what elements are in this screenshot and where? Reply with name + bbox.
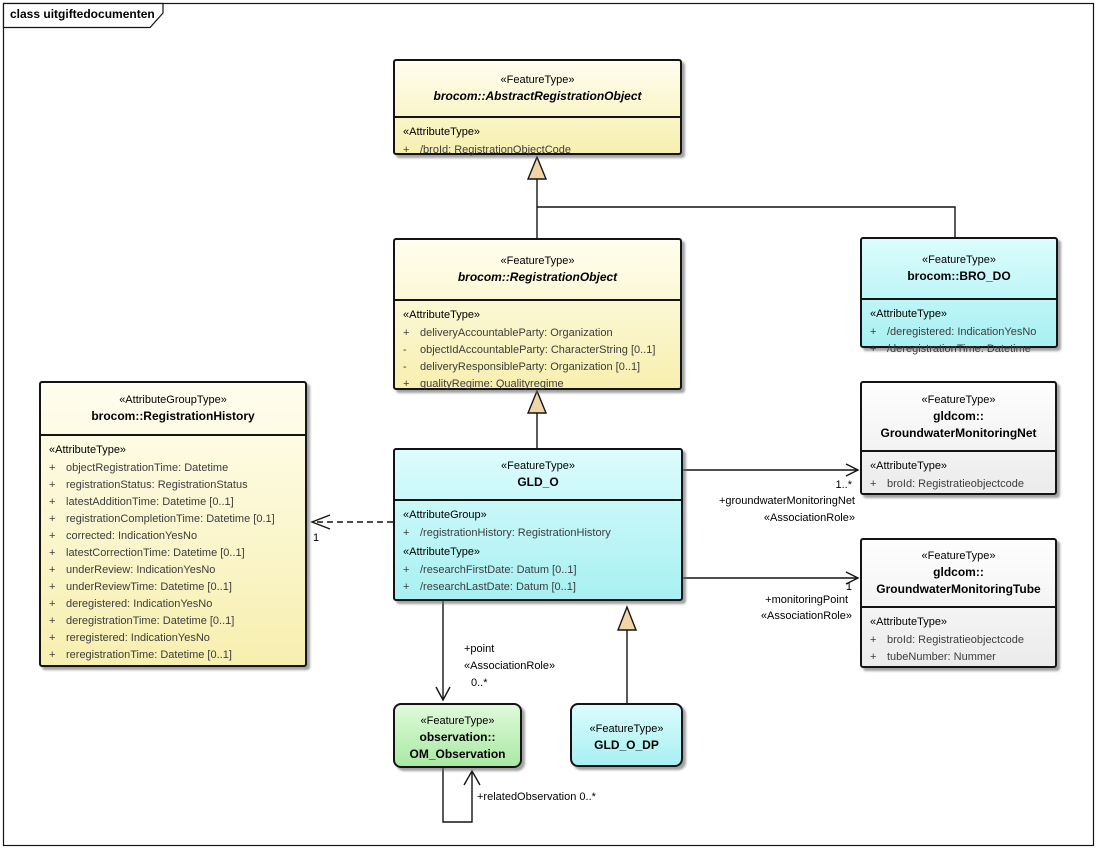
attribute-text: deliveryAccountableParty: Organization bbox=[420, 327, 613, 339]
visibility-marker: + bbox=[870, 343, 877, 355]
attribute-text: latestCorrectionTime: Datetime [0..1] bbox=[66, 547, 245, 559]
attribute-text: /deregistered: IndicationYesNo bbox=[887, 326, 1037, 338]
class-stereotype: «FeatureType» bbox=[500, 255, 575, 267]
class-header bbox=[862, 239, 1056, 298]
attribute-text: /deregistrationTime: Datetime bbox=[887, 343, 1031, 355]
attribute-group-heading: «AttributeType» bbox=[870, 308, 948, 320]
class-name: OM_Observation bbox=[409, 746, 506, 761]
attribute-row[interactable] bbox=[403, 525, 677, 542]
class-gld-o[interactable] bbox=[393, 448, 683, 601]
generalization-brodo-to-abstractregistrationobject[interactable] bbox=[537, 207, 955, 237]
edge-label-tube-multiplicity: 1 bbox=[845, 581, 852, 593]
visibility-marker: + bbox=[49, 462, 56, 474]
attribute-row[interactable] bbox=[870, 324, 1052, 341]
attributes-compartment bbox=[395, 116, 680, 161]
class-stereotype: «FeatureType» bbox=[500, 74, 575, 86]
class-name: brocom::BRO_DO bbox=[907, 269, 1011, 283]
generalization-gldodp-to-gldo[interactable] bbox=[618, 607, 636, 703]
association-omobservation-self-relatedobservation[interactable] bbox=[443, 768, 480, 822]
association-gldo-to-omobservation-point[interactable] bbox=[436, 601, 450, 700]
class-header bbox=[572, 705, 681, 769]
attribute-text: registrationStatus: RegistrationStatus bbox=[66, 479, 248, 491]
edge-label-point-multiplicity: 0..* bbox=[471, 677, 488, 689]
class-stereotype: «FeatureType» bbox=[589, 722, 664, 735]
attribute-text: /researchLastDate: Datum [0..1] bbox=[420, 581, 576, 593]
attribute-row[interactable] bbox=[870, 632, 1051, 649]
class-abstract-registration-object[interactable] bbox=[393, 59, 682, 155]
visibility-marker: + bbox=[870, 634, 877, 646]
class-header bbox=[395, 450, 681, 499]
attribute-text: underReviewTime: Datetime [0..1] bbox=[66, 581, 232, 593]
class-name: brocom::RegistrationHistory bbox=[91, 409, 255, 423]
generalization-registrationobject-to-abstractregistrationobject[interactable] bbox=[528, 157, 546, 238]
visibility-marker: + bbox=[403, 527, 410, 539]
visibility-marker: + bbox=[49, 649, 56, 661]
attribute-text: deregistrationTime: Datetime [0..1] bbox=[66, 615, 235, 627]
visibility-marker: - bbox=[403, 344, 407, 356]
class-header bbox=[395, 240, 680, 299]
attribute-row[interactable] bbox=[403, 359, 676, 376]
attributes-compartment bbox=[395, 299, 680, 395]
class-name: GroundwaterMonitoringTube bbox=[876, 582, 1041, 596]
attribute-row[interactable] bbox=[870, 649, 1051, 666]
attribute-group-heading: «AttributeType» bbox=[870, 460, 948, 472]
attribute-row[interactable] bbox=[870, 476, 1051, 493]
attribute-text: corrected: IndicationYesNo bbox=[66, 530, 198, 542]
attribute-row[interactable] bbox=[870, 341, 1052, 358]
generalization-gldo-to-registrationobject[interactable] bbox=[528, 391, 546, 448]
visibility-marker: + bbox=[49, 530, 56, 542]
attribute-row[interactable] bbox=[49, 477, 301, 494]
visibility-marker: + bbox=[49, 615, 56, 627]
class-header bbox=[395, 61, 680, 116]
class-stereotype: «FeatureType» bbox=[501, 460, 575, 472]
association-gldo-to-registrationhistory-dashed[interactable] bbox=[312, 515, 393, 529]
attribute-row[interactable] bbox=[403, 376, 676, 393]
class-name: GLD_O_DP bbox=[594, 737, 659, 752]
attribute-group-heading: «AttributeType» bbox=[49, 444, 127, 456]
class-name: GLD_O bbox=[517, 475, 559, 489]
class-stereotype: «FeatureType» bbox=[420, 714, 495, 727]
attribute-text: reregistrationTime: Datetime [0..1] bbox=[66, 649, 232, 661]
class-name: gldcom:: bbox=[933, 408, 984, 423]
attribute-row[interactable] bbox=[49, 579, 301, 596]
attribute-row[interactable] bbox=[49, 562, 301, 579]
attribute-row[interactable] bbox=[403, 325, 676, 342]
attribute-group-heading: «AttributeType» bbox=[403, 126, 481, 138]
visibility-marker: + bbox=[870, 326, 877, 338]
visibility-marker: - bbox=[403, 361, 407, 373]
association-gldo-to-groundwatermonitoringtube[interactable] bbox=[683, 572, 858, 584]
class-header bbox=[862, 383, 1055, 450]
attribute-row[interactable] bbox=[49, 528, 301, 545]
generalization-triangle bbox=[618, 607, 636, 630]
attribute-row[interactable] bbox=[403, 579, 677, 596]
visibility-marker: + bbox=[49, 581, 56, 593]
attribute-text: registrationCompletionTime: Datetime [0.1] bbox=[66, 513, 275, 525]
attribute-text: deregistered: IndicationYesNo bbox=[66, 598, 213, 610]
edge-label-net-stereotype: «AssociationRole» bbox=[763, 512, 855, 524]
class-stereotype: «FeatureType» bbox=[921, 550, 996, 562]
edge-label-related-observation-label: +relatedObservation 0..* bbox=[477, 791, 596, 803]
attribute-row[interactable] bbox=[403, 342, 676, 359]
class-name: brocom::RegistrationObject bbox=[457, 270, 618, 284]
attributes-compartment bbox=[862, 606, 1055, 668]
class-groundwater-monitoring-tube[interactable] bbox=[860, 538, 1057, 668]
visibility-marker: + bbox=[49, 598, 56, 610]
class-gld-o-dp[interactable] bbox=[570, 703, 683, 767]
attribute-group-heading: «AttributeType» bbox=[403, 309, 481, 321]
association-gldo-to-groundwatermonitoringnet[interactable] bbox=[683, 464, 858, 476]
attribute-row[interactable] bbox=[49, 460, 301, 477]
attribute-group-heading: «AttributeGroup» bbox=[403, 509, 487, 521]
visibility-marker: + bbox=[403, 144, 410, 156]
attribute-row[interactable] bbox=[49, 647, 301, 664]
attribute-text: underReview: IndicationYesNo bbox=[66, 564, 216, 576]
class-stereotype: «FeatureType» bbox=[921, 393, 996, 406]
class-name: observation:: bbox=[419, 729, 496, 744]
attribute-row[interactable] bbox=[49, 613, 301, 630]
class-stereotype: «FeatureType» bbox=[922, 254, 996, 266]
attribute-text: broId: Registratieobjectcode bbox=[887, 634, 1024, 646]
visibility-marker: + bbox=[49, 564, 56, 576]
class-registration-history[interactable] bbox=[39, 381, 307, 667]
attribute-row[interactable] bbox=[49, 545, 301, 562]
class-stereotype: «AttributeGroupType» bbox=[119, 394, 227, 406]
attribute-text: qualityRegime: Qualityregime bbox=[420, 378, 564, 390]
attribute-text: objectRegistrationTime: Datetime bbox=[66, 462, 229, 474]
attribute-row[interactable] bbox=[49, 596, 301, 613]
visibility-marker: + bbox=[870, 651, 877, 663]
visibility-marker: + bbox=[403, 564, 410, 576]
visibility-marker: + bbox=[403, 327, 410, 339]
class-name: gldcom:: bbox=[933, 565, 984, 579]
class-groundwater-monitoring-net[interactable] bbox=[860, 381, 1057, 495]
visibility-marker: + bbox=[49, 547, 56, 559]
edge-label-net-multiplicity: 1..* bbox=[835, 479, 852, 491]
attribute-row[interactable] bbox=[403, 562, 677, 579]
edge-label-point-role: +point bbox=[464, 643, 495, 655]
attributes-compartment bbox=[395, 499, 681, 599]
visibility-marker: + bbox=[49, 496, 56, 508]
attribute-text: tubeNumber: Nummer bbox=[887, 651, 996, 663]
visibility-marker: + bbox=[49, 513, 56, 525]
attribute-row[interactable] bbox=[49, 630, 301, 647]
visibility-marker: + bbox=[49, 632, 56, 644]
visibility-marker: + bbox=[403, 581, 410, 593]
attribute-text: objectIdAccountableParty: CharacterString [0..1] bbox=[420, 344, 656, 356]
attribute-row[interactable] bbox=[49, 494, 301, 511]
class-name: GroundwaterMonitoringNet bbox=[880, 425, 1037, 440]
attribute-text: /broId: RegistrationObjectCode bbox=[420, 144, 572, 156]
class-om-observation[interactable] bbox=[393, 703, 522, 768]
attributes-compartment bbox=[862, 450, 1055, 495]
attribute-text: reregistered: IndicationYesNo bbox=[66, 632, 210, 644]
edge-label-tube-stereotype: «AssociationRole» bbox=[760, 610, 852, 622]
edge-label-point-stereotype: «AssociationRole» bbox=[464, 660, 556, 672]
attribute-text: /registrationHistory: RegistrationHistory bbox=[420, 527, 611, 539]
visibility-marker: + bbox=[403, 378, 410, 390]
class-header bbox=[41, 383, 305, 434]
class-registration-object[interactable] bbox=[393, 238, 682, 390]
diagram-title: class uitgiftedocumenten bbox=[10, 7, 155, 21]
class-name: brocom::AbstractRegistrationObject bbox=[433, 89, 642, 103]
attribute-text: latestAdditionTime: Datetime [0..1] bbox=[66, 496, 234, 508]
visibility-marker: + bbox=[49, 479, 56, 491]
class-header bbox=[862, 540, 1055, 606]
attribute-text: /researchFirstDate: Datum [0..1] bbox=[420, 564, 577, 576]
attributes-compartment bbox=[862, 298, 1056, 360]
visibility-marker: + bbox=[870, 478, 877, 490]
edge-label-history-multiplicity: 1 bbox=[313, 532, 320, 544]
attribute-group-heading: «AttributeType» bbox=[870, 616, 948, 628]
attributes-compartment bbox=[41, 434, 305, 666]
edge-label-tube-role: +monitoringPoint bbox=[765, 594, 848, 606]
class-header bbox=[395, 705, 520, 770]
attribute-row[interactable] bbox=[49, 511, 301, 528]
attribute-text: broId: Registratieobjectcode bbox=[887, 478, 1024, 490]
attribute-row[interactable] bbox=[403, 142, 676, 159]
attribute-group-heading: «AttributeType» bbox=[403, 546, 481, 558]
class-bro-do[interactable] bbox=[860, 237, 1058, 355]
edge-label-net-role: +groundwaterMonitoringNet bbox=[718, 495, 855, 507]
attribute-text: deliveryResponsibleParty: Organization [0..1] bbox=[420, 361, 641, 373]
